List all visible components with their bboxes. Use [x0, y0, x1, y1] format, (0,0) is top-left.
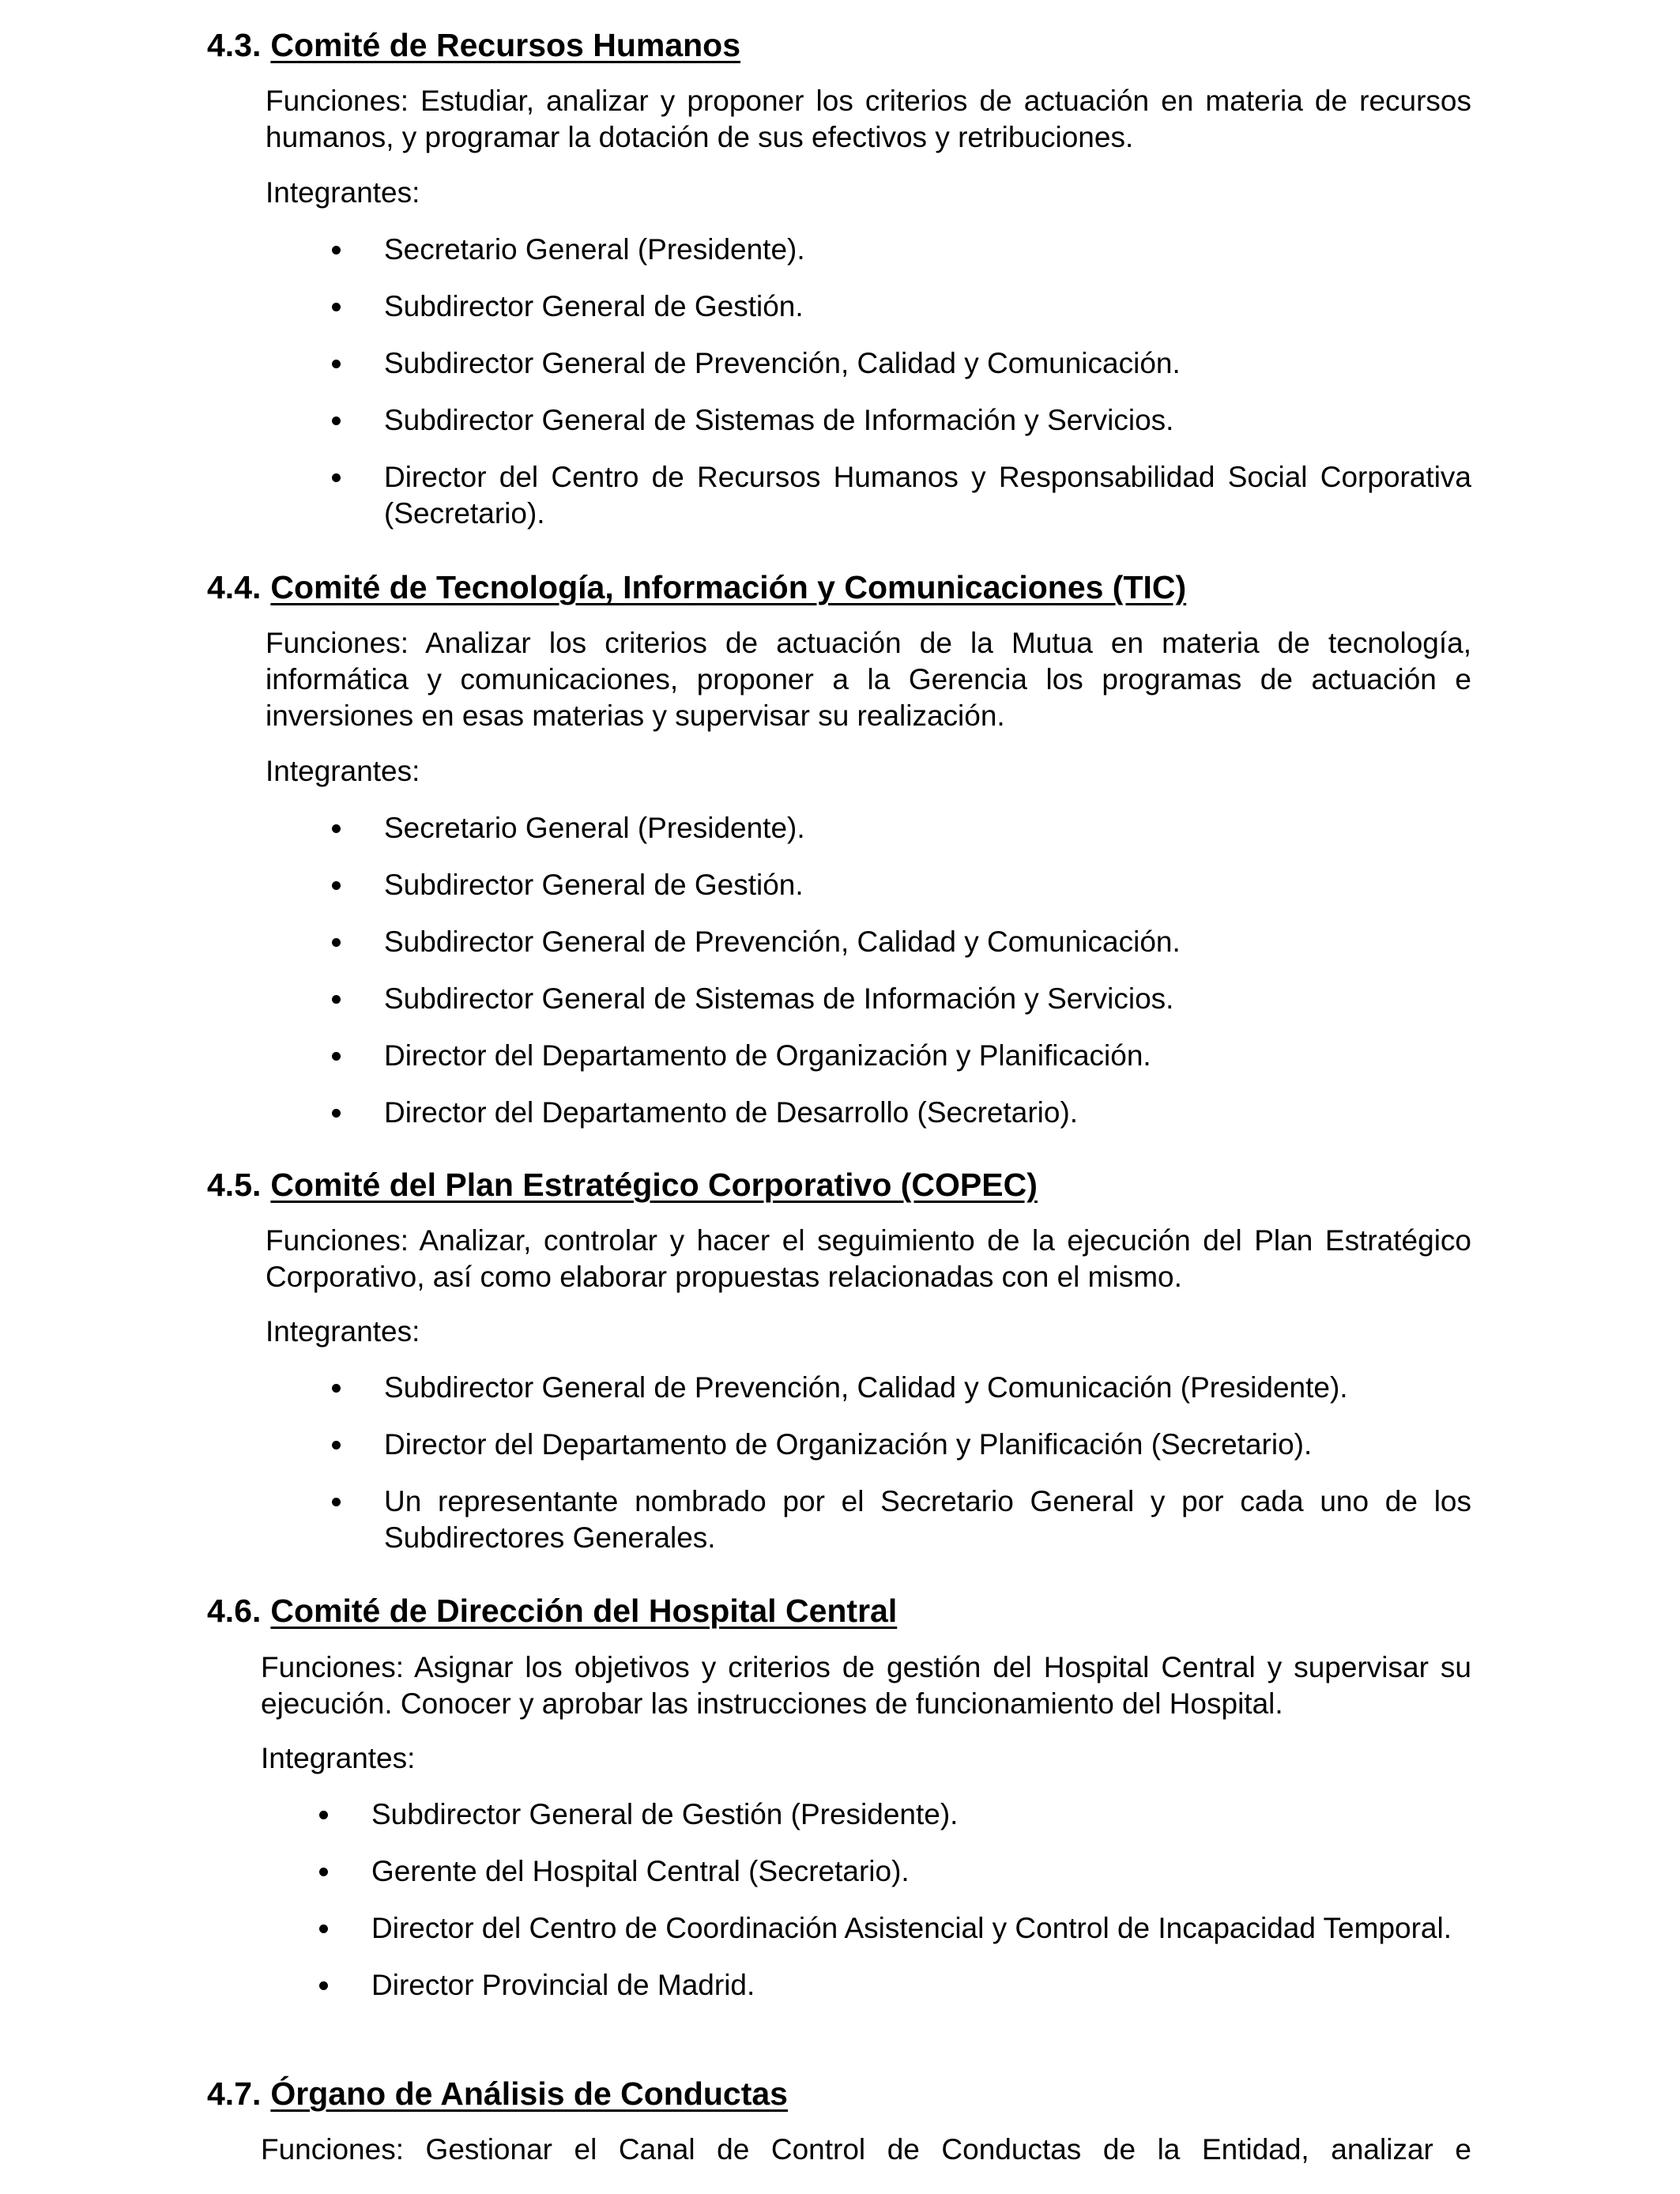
bullet-icon: [332, 881, 341, 890]
bullet-icon: [332, 473, 341, 482]
bullet-icon: [332, 995, 341, 1004]
list-item: Director del Departamento de Organización y Planificación (Secretario).: [384, 1427, 1471, 1463]
section-title: Comité de Tecnología, Información y Comunicaciones (TIC): [270, 569, 1187, 605]
list-item: Director del Departamento de Desarrollo (Secretario).: [384, 1095, 1471, 1131]
bullet-icon: [332, 417, 341, 425]
list-item: Director Provincial de Madrid.: [371, 1967, 1471, 2004]
list-item: Subdirector General de Prevención, Calidad y Comunicación.: [384, 924, 1471, 960]
list-item: Subdirector General de Sistemas de Información y Servicios.: [384, 981, 1471, 1017]
section-number: 4.7.: [207, 2075, 262, 2112]
list-item: Subdirector General de Gestión.: [384, 867, 1471, 903]
section-heading: [207, 1167, 1038, 1203]
section-title: Comité de Recursos Humanos: [270, 27, 741, 63]
section-number: 4.6.: [207, 1593, 262, 1629]
funciones-text: Funciones: Analizar los criterios de actuación de la Mutua en materia de tecnología, informática y comunicaciones, proponer a la Gerencia los programas de actuación e inversiones en esas materias y supervisar su realización.: [266, 627, 1471, 732]
bullet-icon: [319, 1981, 328, 1990]
bullet-icon: [332, 1384, 341, 1393]
integrantes-label: Integrantes:: [266, 1315, 420, 1348]
funciones-text: Funciones: Analizar, controlar y hacer el seguimiento de la ejecución del Plan Estratégico Corporativo, así como elaborar propuestas relacionadas con el mismo.: [266, 1224, 1471, 1293]
list-item: Director del Centro de Coordinación Asistencial y Control de Incapacidad Temporal.: [371, 1910, 1471, 1947]
integrantes-list: [384, 1370, 1471, 1577]
list-item: Subdirector General de Gestión.: [384, 288, 1471, 325]
list-item: Subdirector General de Gestión (Presidente).: [371, 1796, 1471, 1833]
section-number: 4.3.: [207, 27, 262, 63]
bullet-icon: [332, 1498, 341, 1506]
list-item: Gerente del Hospital Central (Secretario).: [371, 1853, 1471, 1890]
bullet-icon: [332, 303, 341, 311]
bullet-icon: [319, 1811, 328, 1819]
section-title: Comité del Plan Estratégico Corporativo (COPEC): [270, 1167, 1038, 1203]
list-item: Secretario General (Presidente).: [384, 232, 1471, 268]
list-item: Subdirector General de Prevención, Calidad y Comunicación.: [384, 345, 1471, 382]
section-heading: [207, 2075, 788, 2112]
section-number: 4.4.: [207, 569, 262, 605]
list-item: Director del Centro de Recursos Humanos y Responsabilidad Social Corporativa (Secretario).: [384, 459, 1471, 532]
integrantes-list: [371, 1796, 1471, 2024]
integrantes-list: [384, 810, 1471, 1152]
list-item: Director del Departamento de Organización y Planificación.: [384, 1038, 1471, 1074]
funciones-text: Funciones: Gestionar el Canal de Control de Conductas de la Entidad, analizar e: [261, 2133, 1471, 2166]
bullet-icon: [319, 1868, 328, 1876]
bullet-icon: [332, 824, 341, 833]
section-title: Órgano de Análisis de Conductas: [270, 2075, 788, 2112]
bullet-icon: [332, 1441, 341, 1449]
section-number: 4.5.: [207, 1167, 262, 1203]
bullet-icon: [332, 938, 341, 947]
integrantes-list: [384, 232, 1471, 552]
funciones-text: Funciones: Estudiar, analizar y proponer los criterios de actuación en materia de recursos humanos, y programar la dotación de sus efectivos y retribuciones.: [266, 85, 1471, 153]
bullet-icon: [332, 1052, 341, 1061]
integrantes-label: Integrantes:: [261, 1742, 416, 1774]
section-heading: [207, 569, 1186, 605]
section-heading: [207, 27, 740, 63]
section-title: Comité de Dirección del Hospital Central: [270, 1593, 898, 1629]
list-item: Secretario General (Presidente).: [384, 810, 1471, 846]
funciones-text: Funciones: Asignar los objetivos y criterios de gestión del Hospital Central y supervisar su ejecución. Conocer y aprobar las instrucciones de funcionamiento del Hospital.: [261, 1651, 1471, 1720]
bullet-icon: [332, 360, 341, 368]
bullet-icon: [319, 1924, 328, 1933]
integrantes-label: Integrantes:: [266, 755, 420, 787]
section-heading: [207, 1593, 897, 1629]
list-item: Un representante nombrado por el Secretario General y por cada uno de los Subdirectores Generales.: [384, 1483, 1471, 1556]
bullet-icon: [332, 246, 341, 254]
list-item: Subdirector General de Prevención, Calidad y Comunicación (Presidente).: [384, 1370, 1471, 1406]
integrantes-label: Integrantes:: [266, 176, 420, 209]
list-item: Subdirector General de Sistemas de Información y Servicios.: [384, 402, 1471, 439]
bullet-icon: [332, 1109, 341, 1118]
